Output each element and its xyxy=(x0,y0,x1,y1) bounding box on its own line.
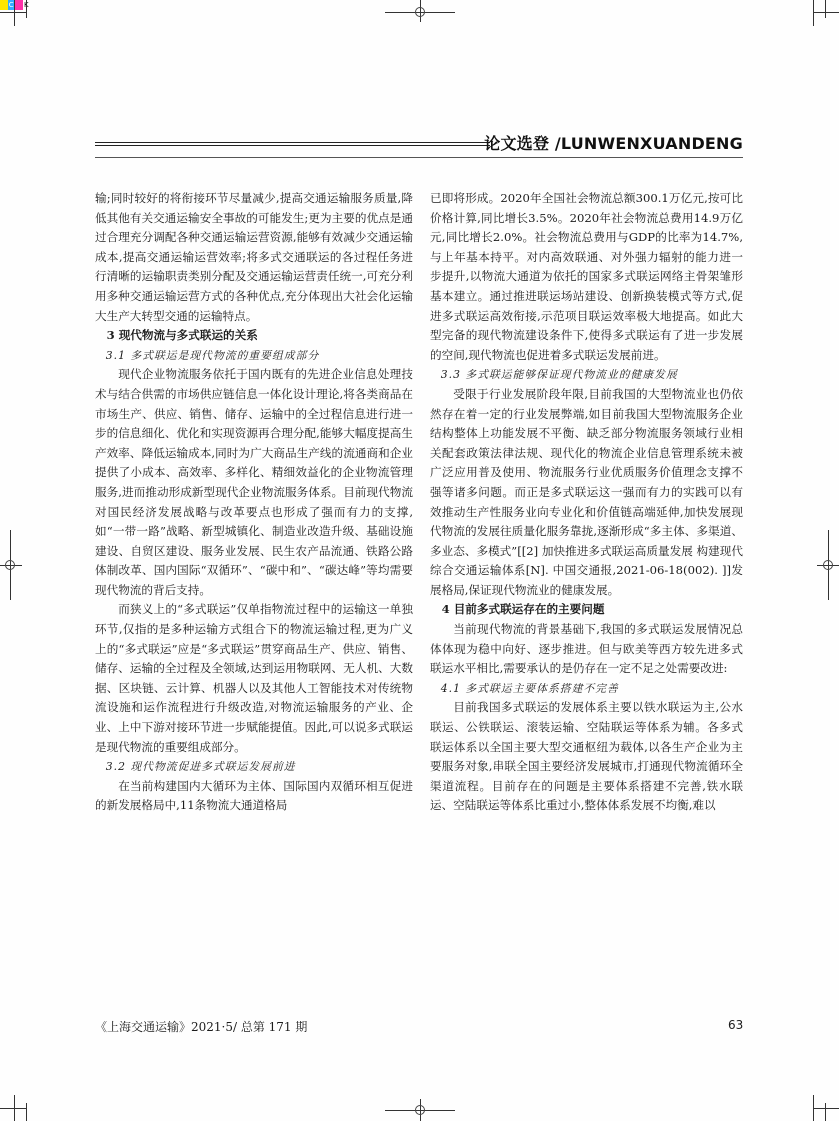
section-title: 论文选登 /LUNWENXUANDENG xyxy=(484,134,743,153)
crop-mark xyxy=(825,1103,826,1121)
crop-mark xyxy=(813,1108,839,1109)
subsection-heading: 3.2 现代物流促进多式联运发展前进 xyxy=(105,760,296,774)
subsection-heading: 3.1 多式联运是现代物流的重要组成部分 xyxy=(105,348,320,362)
registration-circle xyxy=(415,7,425,17)
crop-mark xyxy=(0,12,26,13)
journal-citation: 《上海交通运输》2021·5/ 总第 171 期 xyxy=(95,1020,308,1034)
right-column xyxy=(430,189,743,816)
left-column xyxy=(95,189,413,816)
color-swatch-yellow xyxy=(0,0,8,10)
crop-mark xyxy=(825,0,826,18)
header-rule xyxy=(95,142,490,146)
paragraph: 在当前构建国内大循环为主体、国际国内双循环相互促进的新发展格局中,11条物流大通道格局 xyxy=(95,778,413,813)
crop-mark xyxy=(813,12,839,13)
section-heading: 3 现代物流与多式联运的关系 xyxy=(106,328,258,343)
subsection-heading: 4.1 多式联运主要体系搭建不完善 xyxy=(440,681,619,695)
section-heading: 4 目前多式联运存在的主要问题 xyxy=(441,602,605,617)
paragraph: 受限于行业发展阶段年限,目前我国的大型物流业也仍依然存在着一定的行业发展弊端,如目前我国大型物流服务企业结构整体上功能发展不平衡、缺乏部分物流服务领域行业相关配套政策法律法规、现代化的物流企业信息管理系统未被广泛应用普及使用、物流服务行业优质服务价值理念支撑不强等诸多问题。而正是多式联运这一强而有力的实践可以有效推动生产性服务业向专业化和价值链高端延伸,加快发展现代物流的发展往质量化服务靠拢,逐渐形成“多主体、多渠道、多业态、多模式”[[2] 加快推进多式联运高质量发展 构建现代综合交通运输体系[N]. 中国交通报,2021-06-18(002). ]]发展格局,保证现代物流业的健康发展。 xyxy=(430,386,743,597)
paragraph: 目前我国多式联运的发展体系主要以铁水联运为主,公水联运、公铁联运、滚装运输、空陆联运等体系为辅。各多式联运体系以全国主要大型交通枢纽为载体,以各生产企业为主要服务对象,串联全国主要经济发展城市,打通现代物流循环全渠道流程。目前存在的问题是主要体系搭建不完善,铁水联运、空陆联运等体系比重过小,整体体系发展不均衡,难以 xyxy=(430,700,743,813)
crop-mark xyxy=(14,1095,15,1121)
page-number: 63 xyxy=(728,1018,744,1032)
crop-mark xyxy=(813,0,814,26)
crop-mark xyxy=(813,1095,814,1121)
paragraph: 而狭义上的“多式联运”仅单指物流过程中的运输这一单独环节,仅指的是多种运输方式组合下的物流运输过程,更为广义上的“多式联运”应是“多式联运”贯穿商品生产、供应、销售、储存、运输的全过程及全领域,达到运用物联网、无人机、大数据、区块链、云计算、机器人以及其他人工智能技术对传统物流设施和运作流程进行升级改造,对物流运输服务的产业、企业、上中下游对接环节进一步赋能提值。因此,可以说多式联运是现代物流的重要组成部分。 xyxy=(95,602,413,754)
registration-circle xyxy=(5,560,15,570)
color-swatch-magenta xyxy=(15,0,23,10)
crop-mark xyxy=(0,1108,26,1109)
paragraph: 输;同时较好的将衔接环节尽量减少,提高交通运输服务质量,降低其他有关交通运输安全事故的可能发生;更为主要的优点是通过合理充分调配各种交通运输运营资源,能够有效减少交通运输成本,提高交通运输运营效率;将多式交通联运的各过程任务进行清晰的运输职责类别分配及交通运输运营责任统一,可充分利用多种交通运输运营方式的各种优点,充分体现出大社会化运输大生产大转型交通的运输特点。 xyxy=(95,191,413,323)
registration-circle xyxy=(415,1105,425,1115)
paragraph: 现代企业物流服务依托于国内既有的先进企业信息处理技术与结合供需的市场供应链信息一体化设计理论,将各类商品在市场生产、供应、销售、储存、运输中的全过程信息进行进一步的信息细化、优化和实现资源再合理分配,能够大幅度提高生产效率、降低运输成本,同时为广大商品生产线的流通商和企业提供了小成本、高效率、多样化、精细效益化的企业物流管理服务,进而推动形成新型现代企业物流服务体系。目前现代物流对国民经济发展战略与改革要点也形成了强而有力的支撑,如“一带一路”战略、新型城镇化、制造业改造升级、基础设施建设、自贸区建设、服务业发展、民生农产品流通、铁路公路体制改革、国内国际“双循环”、“碳中和”、“碳达峰”等均需要现代物流的背后支持。 xyxy=(95,367,413,597)
header-underline xyxy=(95,157,743,158)
paragraph: 已即将形成。2020年全国社会物流总额300.1万亿元,按可比价格计算,同比增长3.5%。2020年社会物流总费用14.9万亿元,同比增长2.0%。社会物流总费用与GDP的比率为14.7%,与上年基本持平。对内高效联通、对外强力辐射的能力进一步提升,以物流大通道为依托的国家多式联运网络主骨架雏形基本建立。通过推进联运场站建设、创新换装模式等方式,促进多式联运高效衔接,示范项目联运效率极大地提高。如此大型完备的现代物流建设条件下,使得多式联运有了进一步发展的空间,现代物流也促进着多式联运发展前进。 xyxy=(430,191,743,362)
paragraph: 当前现代物流的背景基础下,我国的多式联运发展情况总体体现为稳中向好、逐步推进。但与欧美等西方较先进多式联运水平相比,需要承认的是仍存在一定不足之处需要改进: xyxy=(430,622,743,676)
crop-mark xyxy=(26,1103,27,1121)
page-header xyxy=(95,128,743,158)
registration-circle xyxy=(823,560,833,570)
subsection-heading: 3.3 多式联运能够保证现代物流业的健康发展 xyxy=(440,368,678,382)
crop-mark xyxy=(26,0,27,18)
color-swatch-cyan: C xyxy=(8,1,14,9)
crop-mark xyxy=(14,0,15,26)
color-swatch-black: K xyxy=(23,1,29,9)
